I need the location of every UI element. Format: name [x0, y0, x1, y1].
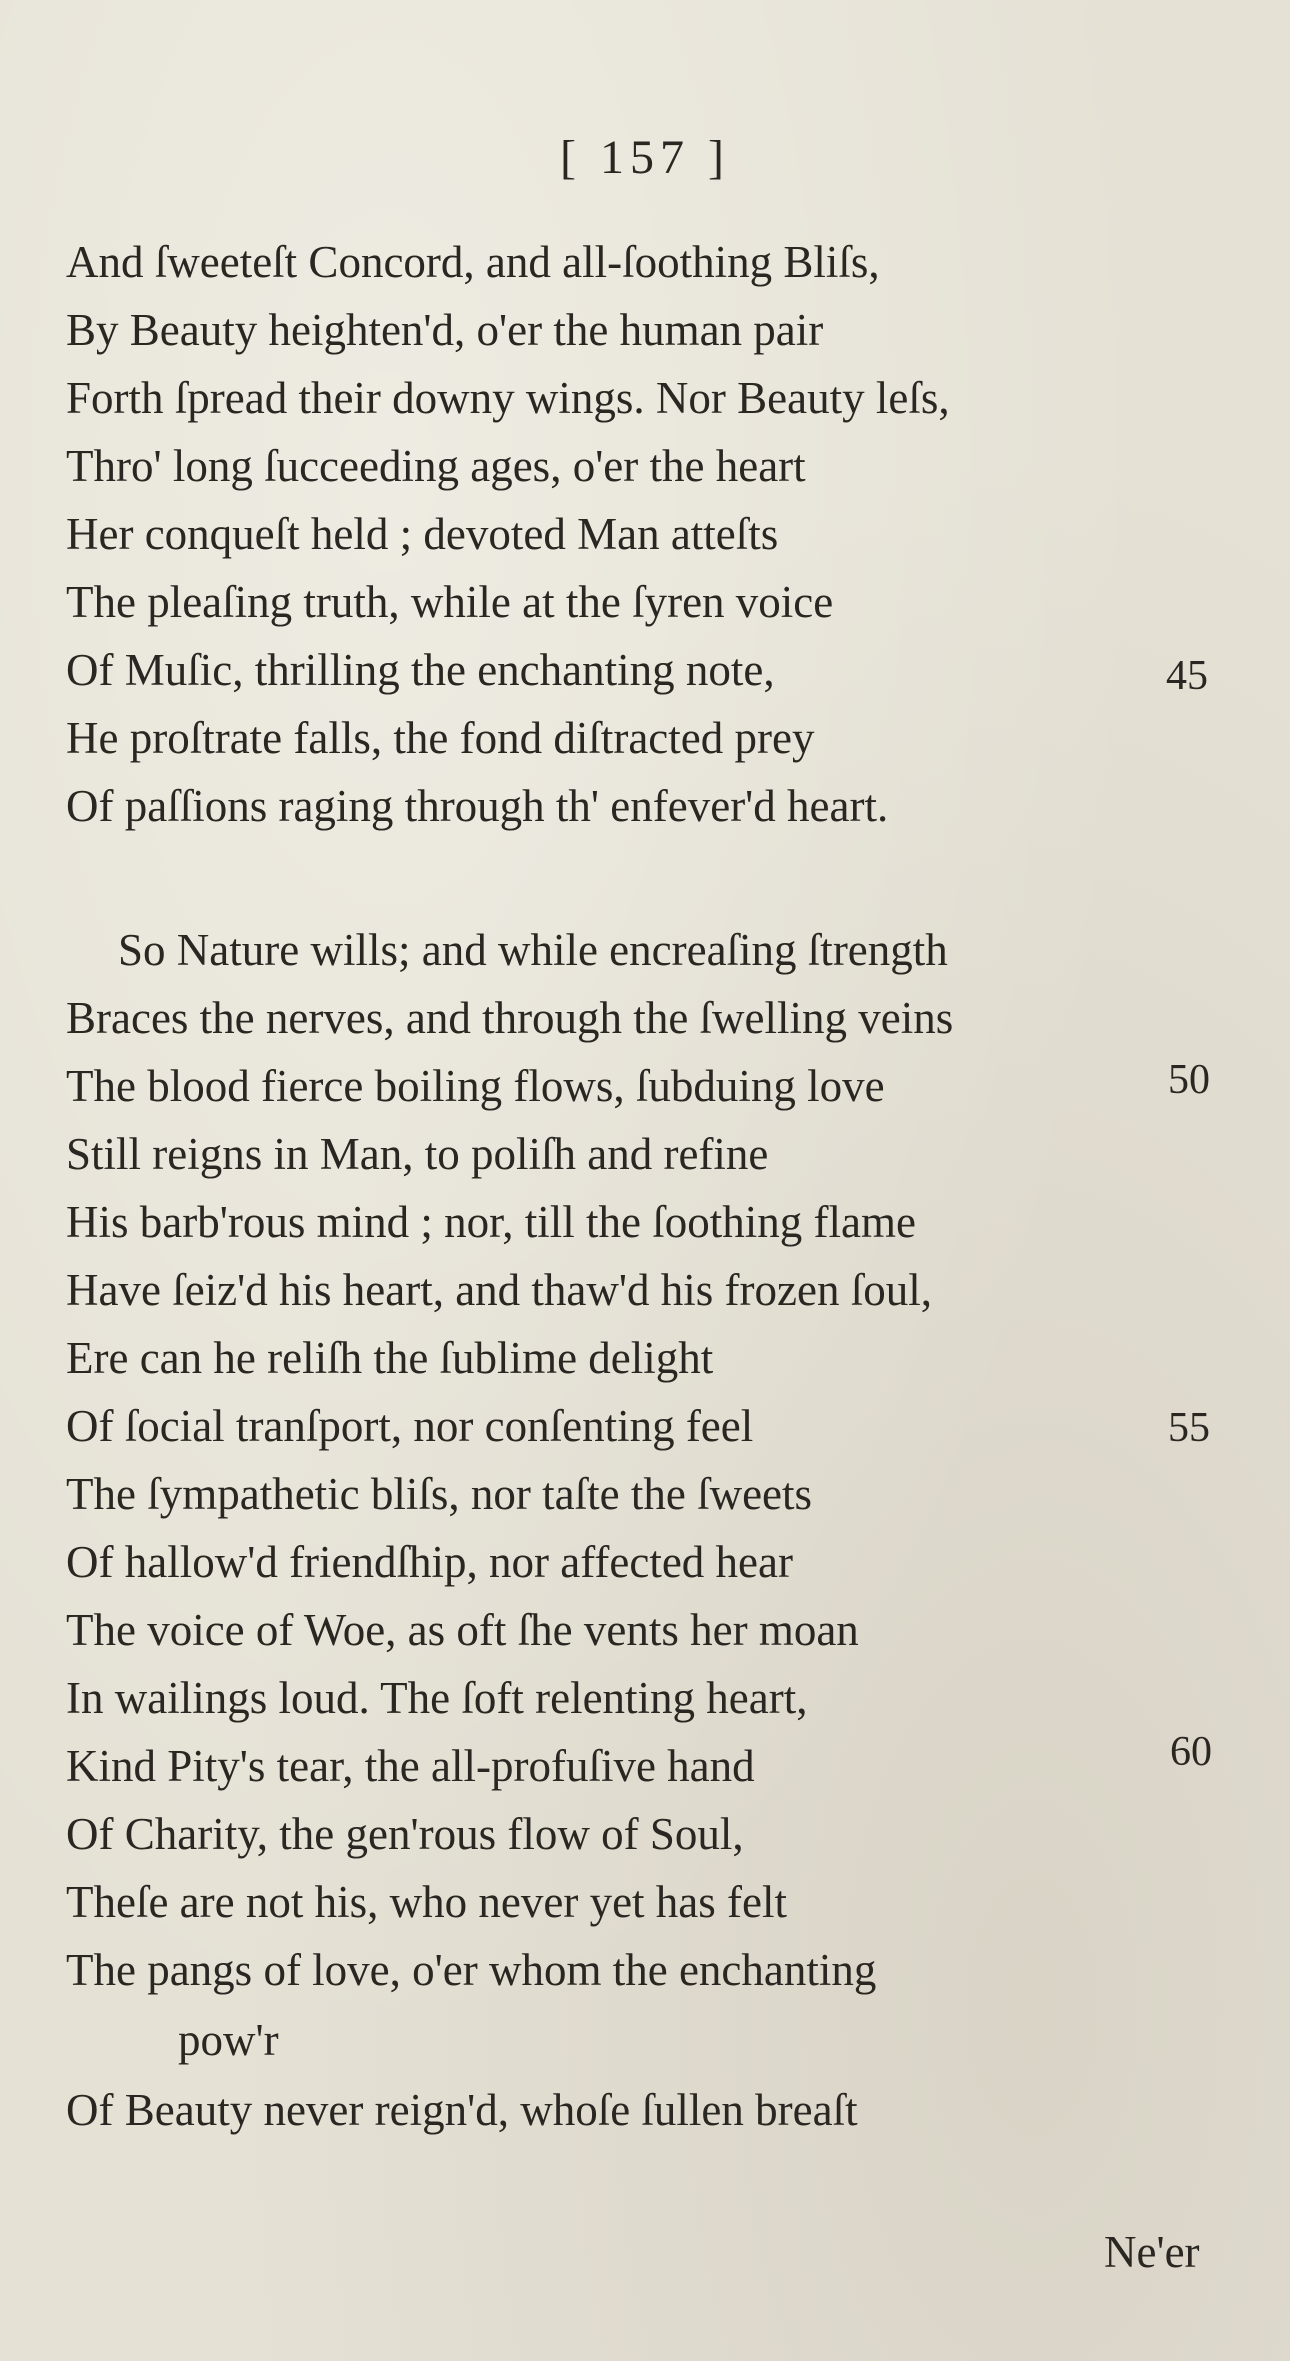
poem-line: He proſtrate falls, the fond diſtracted prey [66, 713, 815, 763]
poem-line: Of Charity, the gen'rous flow of Soul, [66, 1809, 744, 1859]
poem-line: Of Beauty never reign'd, whoſe ſullen breaſt [66, 2085, 858, 2135]
poem-line: So Nature wills; and while encreaſing ſtrength [118, 925, 948, 975]
poem-line: Of hallow'd friendſhip, nor affected hear [66, 1537, 793, 1587]
poem-line: Have ſeiz'd his heart, and thaw'd his frozen ſoul, [66, 1265, 932, 1315]
line-number: 55 [1168, 1405, 1210, 1451]
poem-line: By Beauty heighten'd, o'er the human pair [66, 305, 824, 355]
poem-line: His barb'rous mind ; nor, till the ſoothing flame [66, 1197, 916, 1247]
poem-line: Ere can he reliſh the ſublime delight [66, 1333, 714, 1383]
poem-line: Theſe are not his, who never yet has felt [66, 1877, 787, 1927]
poem-line: Still reigns in Man, to poliſh and refine [66, 1129, 769, 1179]
line-number: 45 [1166, 653, 1208, 699]
poem-line: The blood fierce boiling flows, ſubduing love [66, 1061, 885, 1111]
catchword: Ne'er [1104, 2227, 1200, 2277]
line-number: 60 [1170, 1729, 1212, 1775]
poem-line-continuation: pow'r [178, 2015, 279, 2065]
poem-line: The ſympathetic bliſs, nor taſte the ſweets [66, 1469, 813, 1519]
poem-line: Of Muſic, thrilling the enchanting note, [66, 645, 775, 695]
poem-line: Kind Pity's tear, the all-profuſive hand [66, 1741, 755, 1791]
poem-line: The voice of Woe, as oft ſhe vents her moan [66, 1605, 859, 1655]
poem-line: And ſweeteſt Concord, and all-ſoothing Bliſs, [66, 237, 880, 287]
poem-line: Forth ſpread their downy wings. Nor Beauty leſs, [66, 373, 950, 423]
poem-line: In wailings loud. The ſoft relenting heart, [66, 1673, 808, 1723]
poem-line: The pleaſing truth, while at the ſyren voice [66, 577, 834, 627]
poem-line: The pangs of love, o'er whom the enchanting [66, 1945, 877, 1995]
poem-line: Of paſſions raging through th' enfever'd heart. [66, 781, 889, 831]
line-number: 50 [1168, 1057, 1210, 1103]
poem-line: Of ſocial tranſport, nor conſenting feel [66, 1401, 754, 1451]
poem-line: Braces the nerves, and through the ſwelling veins [66, 993, 954, 1043]
poem-line: Thro' long ſucceeding ages, o'er the heart [66, 441, 806, 491]
page-number-header: [ 157 ] [560, 131, 730, 184]
poem-line: Her conqueſt held ; devoted Man atteſts [66, 509, 779, 559]
